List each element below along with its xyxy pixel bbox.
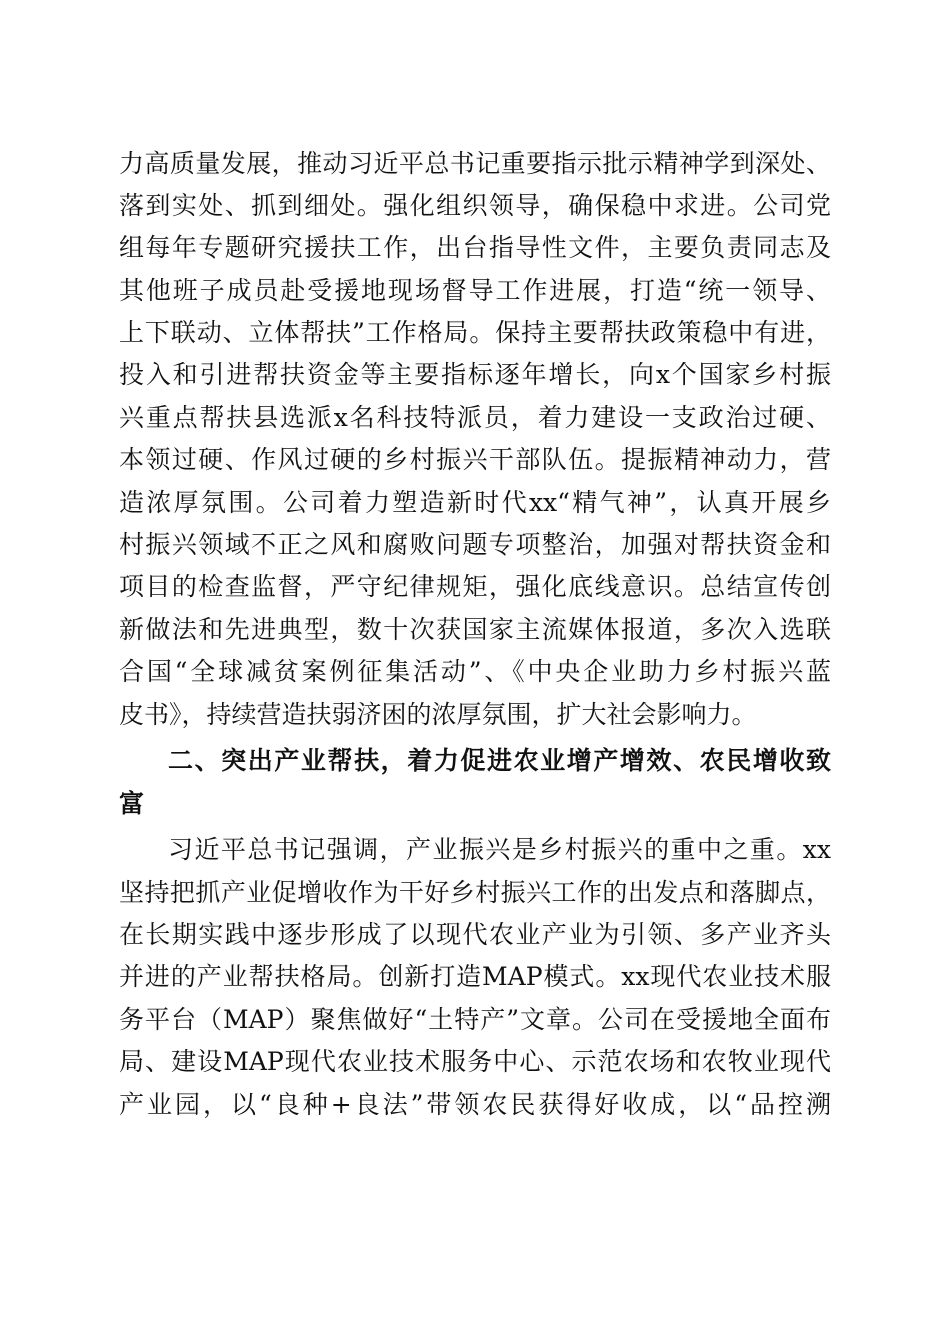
paragraph-line: 本领过硬、作风过硬的乡村振兴干部队伍。提振精神动力，营	[119, 445, 831, 474]
paragraph-line: 务平台（MAP）聚焦做好“土特产”文章。公司在受援地全面布	[119, 1005, 831, 1034]
paragraph-line: 组每年专题研究援扶工作，出台指导性文件，主要负责同志及	[119, 233, 831, 262]
paragraph-line: 项目的检查监督，严守纪律规矩，强化底线意识。总结宣传创	[119, 572, 831, 601]
paragraph-line: 局、建设MAP现代农业技术服务中心、示范农场和农牧业现代	[119, 1047, 831, 1076]
heading-line: 富	[119, 789, 145, 818]
paragraph-line: 力高质量发展，推动习近平总书记重要指示批示精神学到深处、	[119, 149, 831, 178]
paragraph-line: 新做法和先进典型，数十次获国家主流媒体报道，多次入选联	[119, 615, 831, 644]
paragraph-line: 并进的产业帮扶格局。创新打造MAP模式。xx现代农业技术服	[119, 962, 831, 991]
paragraph-line: 合国“全球减贫案例征集活动”、《中央企业助力乡村振兴蓝	[119, 657, 831, 686]
heading-line: 二、突出产业帮扶，着力促进农业增产增效、农民增收致	[168, 746, 831, 775]
paragraph-line: 村振兴领域不正之风和腐败问题专项整治，加强对帮扶资金和	[119, 530, 831, 559]
paragraph-line: 在长期实践中逐步形成了以现代农业产业为引领、多产业齐头	[119, 920, 831, 949]
paragraph-line: 投入和引进帮扶资金等主要指标逐年增长，向x个国家乡村振	[119, 360, 831, 389]
paragraph-line: 皮书》，持续营造扶弱济困的浓厚氛围，扩大社会影响力。	[119, 700, 757, 729]
paragraph-line: 上下联动、立体帮扶”工作格局。保持主要帮扶政策稳中有进，	[119, 318, 831, 347]
paragraph-line: 其他班子成员赴受援地现场督导工作进展，打造“统一领导、	[119, 276, 831, 305]
paragraph-line: 造浓厚氛围。公司着力塑造新时代xx“精气神”，认真开展乡	[119, 488, 831, 517]
paragraph-line: 兴重点帮扶县选派x名科技特派员，着力建设一支政治过硬、	[119, 403, 831, 432]
paragraph-line: 坚持把抓产业促增收作为干好乡村振兴工作的出发点和落脚点，	[119, 878, 831, 907]
paragraph-line: 产业园，以“良种+良法”带领农民获得好收成，以“品控溯	[119, 1090, 831, 1119]
paragraph-line: 落到实处、抓到细处。强化组织领导，确保稳中求进。公司党	[119, 191, 831, 220]
paragraph-line: 习近平总书记强调，产业振兴是乡村振兴的重中之重。xx	[168, 835, 831, 864]
